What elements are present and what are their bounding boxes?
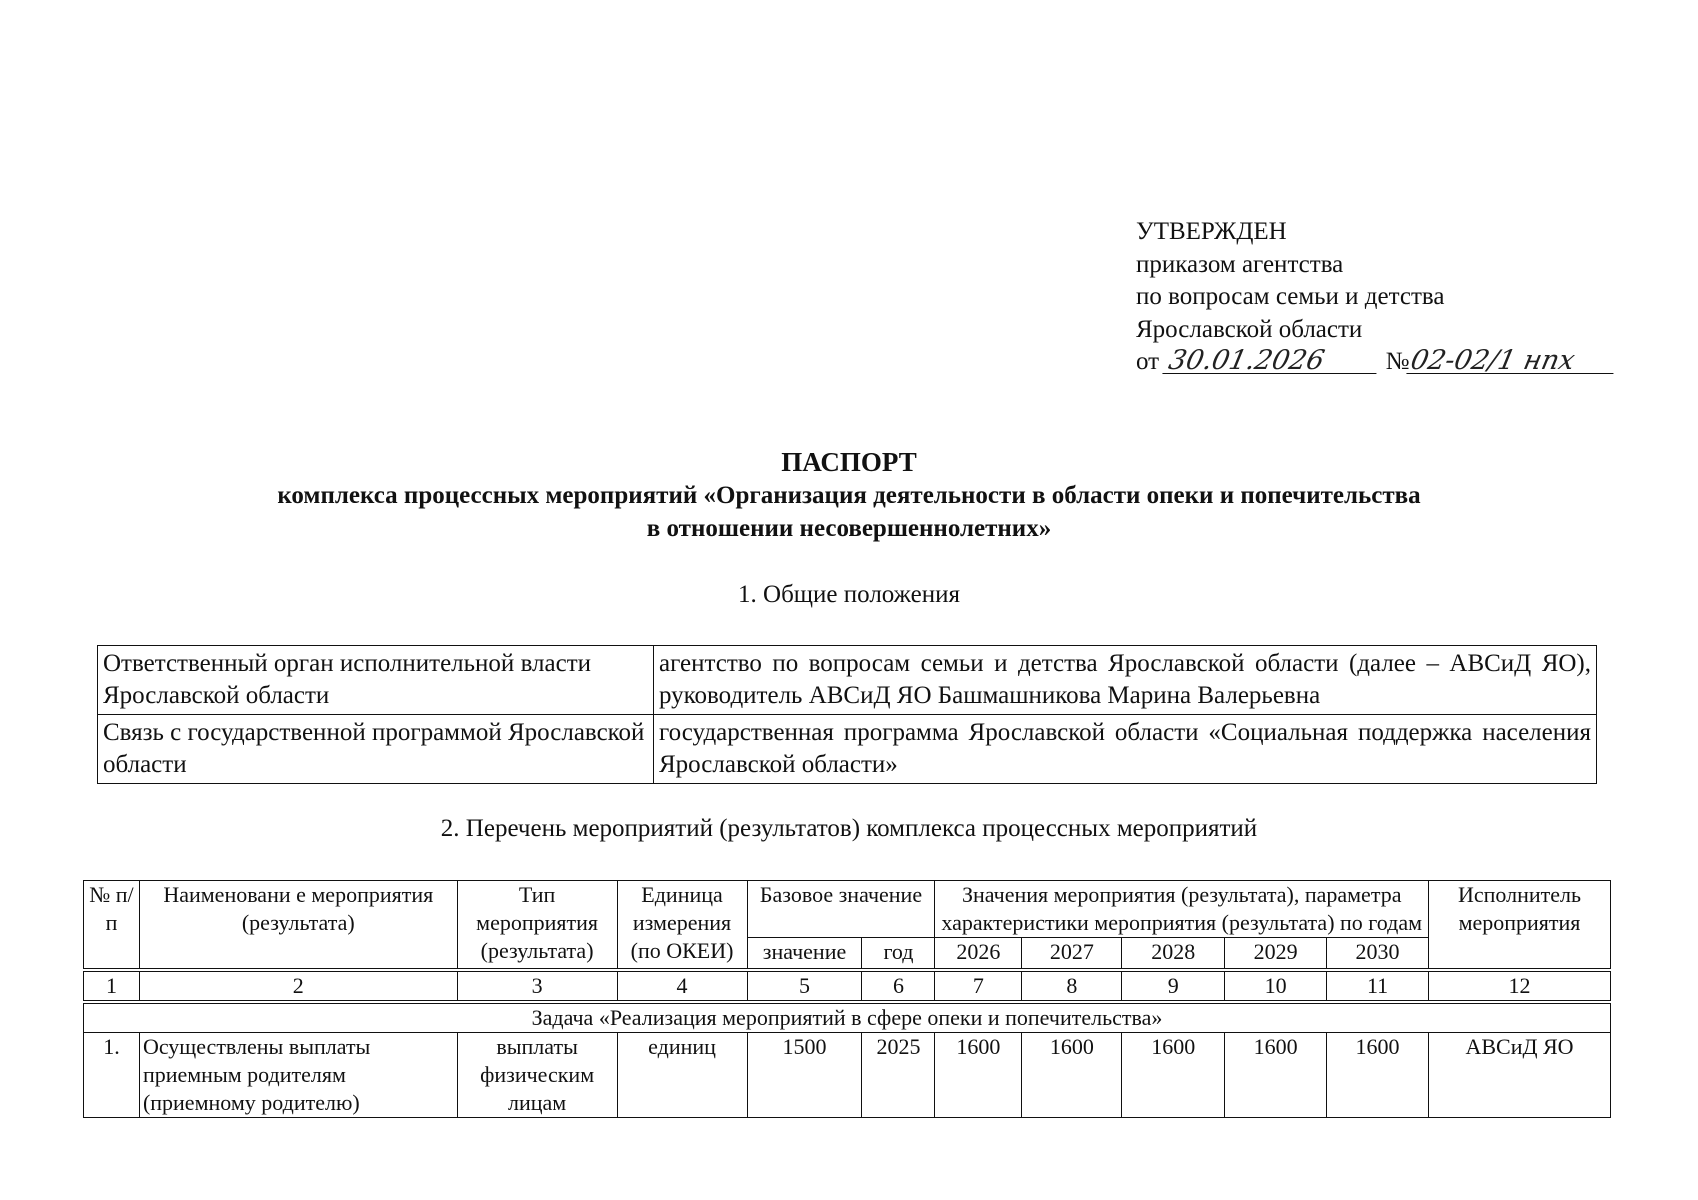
header-year-2028: 2028 — [1122, 938, 1225, 971]
document-title — [0, 446, 1698, 545]
column-number: 7 — [935, 970, 1022, 1002]
row-executor: АВСиД ЯО — [1429, 1033, 1611, 1118]
row-base-year: 2025 — [862, 1033, 935, 1118]
approval-line-order: приказом агентства — [1136, 250, 1344, 278]
header-name: Наименовани е мероприятия (результата) — [139, 881, 457, 971]
row-value-2026: 1600 — [935, 1033, 1022, 1118]
header-year-2027: 2027 — [1022, 938, 1122, 971]
date-prefix: от — [1136, 348, 1160, 375]
column-number: 4 — [617, 970, 747, 1002]
header-values-by-year: Значения мероприятия (результата), параметра характеристики мероприятия (результата) по годам — [935, 881, 1429, 938]
column-number: 8 — [1022, 970, 1122, 1002]
header-num: № п/п — [84, 881, 140, 971]
header-executor: Исполнитель мероприятия — [1429, 881, 1611, 971]
header-year-2029: 2029 — [1225, 938, 1327, 971]
column-number: 6 — [862, 970, 935, 1002]
handwritten-number: 02-02/1 нпх — [1407, 349, 1619, 374]
number-prefix: № — [1385, 348, 1410, 375]
row-value-2027: 1600 — [1022, 1033, 1122, 1118]
row-name: Осуществлены выплаты приемным родителям (приемному родителю) — [139, 1033, 457, 1118]
title-line-2: в отношении несовершеннолетних» — [646, 515, 1052, 542]
title-line-1: комплекса процессных мероприятий «Организация деятельности в области опеки и попечительства — [277, 482, 1421, 509]
header-unit: Единица измерения (по ОКЕИ) — [617, 881, 747, 971]
column-number: 12 — [1429, 970, 1611, 1002]
column-number: 11 — [1327, 970, 1429, 1002]
header-base: Базовое значение — [747, 881, 935, 938]
column-number: 10 — [1225, 970, 1327, 1002]
row-label-state-program: Связь с государственной программой Ярославской области — [98, 715, 654, 784]
header-base-year: год — [862, 938, 935, 971]
column-number: 9 — [1122, 970, 1225, 1002]
handwritten-date: 30.01.2026 — [1163, 349, 1382, 374]
row-value-2029: 1600 — [1225, 1033, 1327, 1118]
header-row — [84, 881, 1611, 938]
column-number: 1 — [84, 970, 140, 1002]
row-value-2030: 1600 — [1327, 1033, 1429, 1118]
row-value-2028: 1600 — [1122, 1033, 1225, 1118]
row-type: выплаты физическим лицам — [457, 1033, 617, 1118]
general-provisions-table — [97, 645, 1597, 784]
row-num: 1. — [84, 1033, 140, 1118]
column-number-row — [84, 970, 1611, 1002]
approval-status: УТВЕРЖДЕН — [1136, 218, 1287, 245]
header-base-value: значение — [747, 938, 862, 971]
column-number: 3 — [457, 970, 617, 1002]
task-row — [84, 1002, 1611, 1033]
header-year-2030: 2030 — [1327, 938, 1429, 971]
title-main: ПАСПОРТ — [781, 447, 917, 477]
row-base-value: 1500 — [747, 1033, 862, 1118]
header-type: Тип мероприятия (результата) — [457, 881, 617, 971]
activities-table — [83, 880, 1611, 1118]
task-title: Задача «Реализация мероприятий в сфере опеки и попечительства» — [84, 1002, 1611, 1033]
approval-block — [1136, 216, 1656, 379]
row-value-responsible-body: агентство по вопросам семьи и детства Ярославской области (далее – АВСиД ЯО), руководитель АВСиД ЯО Башмашникова Марина Валерьевна — [654, 646, 1597, 715]
row-label-responsible-body: Ответственный орган исполнительной власти Ярославской области — [98, 646, 654, 715]
header-year-2026: 2026 — [935, 938, 1022, 971]
table-row — [84, 1033, 1611, 1118]
section-1-heading: 1. Общие положения — [738, 581, 960, 608]
approval-line-agency: по вопросам семьи и детства — [1136, 283, 1445, 310]
row-unit: единиц — [617, 1033, 747, 1118]
approval-date-line — [1136, 346, 1656, 379]
table-row — [98, 646, 1597, 715]
table-row — [98, 715, 1597, 784]
approval-line-region: Ярославской области — [1136, 315, 1363, 343]
row-value-state-program: государственная программа Ярославской области «Социальная поддержка населения Ярославской области» — [654, 715, 1597, 784]
column-number: 5 — [747, 970, 862, 1002]
section-2-heading: 2. Перечень мероприятий (результатов) комплекса процессных мероприятий — [440, 815, 1258, 842]
column-number: 2 — [139, 970, 457, 1002]
